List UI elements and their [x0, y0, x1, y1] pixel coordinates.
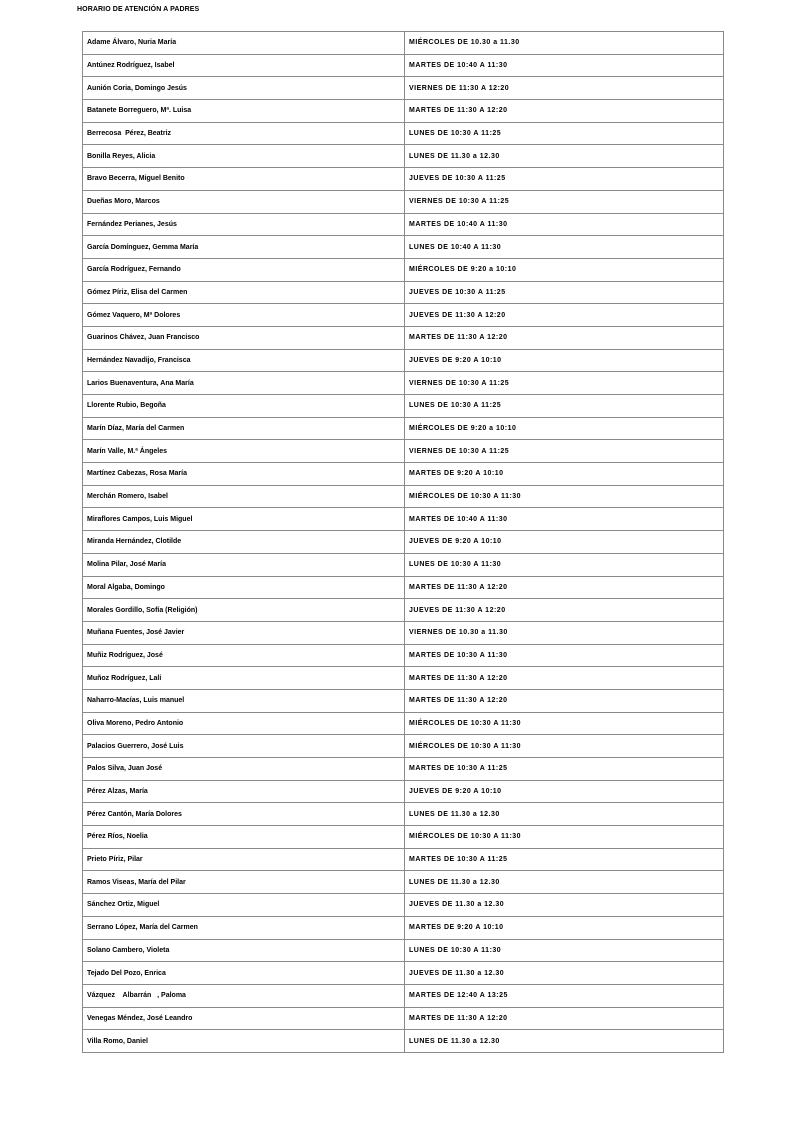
teacher-name-cell: Muñana Fuentes, José Javier [83, 621, 405, 644]
teacher-name-cell: Molina Pilar, José María [83, 553, 405, 576]
teacher-name-cell: Venegas Méndez, José Leandro [83, 1007, 405, 1030]
teacher-name-cell: Larios Buenaventura, Ana María [83, 372, 405, 395]
schedule-time-cell: MARTES DE 9:20 A 10:10 [405, 463, 724, 486]
schedule-time-cell: JUEVES DE 10:30 A 11:25 [405, 281, 724, 304]
teacher-name-cell: Berrecosa Pérez, Beatriz [83, 122, 405, 145]
teacher-name-cell: Guarinos Chávez, Juan Francisco [83, 326, 405, 349]
schedule-time-cell: JUEVES DE 9:20 A 10:10 [405, 531, 724, 554]
teacher-name-cell: Marín Valle, M.ª Ángeles [83, 440, 405, 463]
schedule-time-cell: LUNES DE 10:30 A 11:30 [405, 939, 724, 962]
teacher-name-cell: Villa Romo, Daniel [83, 1030, 405, 1053]
teacher-name-cell: Batanete Borreguero, Mª. Luisa [83, 100, 405, 123]
teacher-name-cell: Dueñas Moro, Marcos [83, 190, 405, 213]
table-row [83, 599, 724, 622]
teacher-name-cell: Solano Cambero, Violeta [83, 939, 405, 962]
schedule-time-cell: VIERNES DE 10:30 A 11:25 [405, 372, 724, 395]
teacher-name-cell: Miraflores Campos, Luis Miguel [83, 508, 405, 531]
table-row [83, 304, 724, 327]
table-row [83, 621, 724, 644]
teacher-name-cell: Martínez Cabezas, Rosa María [83, 463, 405, 486]
table-row [83, 689, 724, 712]
teacher-name-cell: Marín Díaz, María del Carmen [83, 417, 405, 440]
schedule-time-cell: JUEVES DE 9:20 A 10:10 [405, 349, 724, 372]
schedule-time-cell: MARTES DE 10:40 A 11:30 [405, 508, 724, 531]
table-row [83, 168, 724, 191]
table-row [83, 531, 724, 554]
teacher-name-cell: Adame Álvaro, Nuria María [83, 32, 405, 55]
teacher-name-cell: Pérez Cantón, María Dolores [83, 803, 405, 826]
schedule-time-cell: MARTES DE 11:30 A 12:20 [405, 100, 724, 123]
teacher-name-cell: Palos Silva, Juan José [83, 758, 405, 781]
table-row [83, 236, 724, 259]
table-row [83, 916, 724, 939]
table-row [83, 826, 724, 849]
table-row [83, 54, 724, 77]
schedule-time-cell: MARTES DE 11:30 A 12:20 [405, 667, 724, 690]
teacher-name-cell: Gómez Píriz, Elisa del Carmen [83, 281, 405, 304]
schedule-time-cell: MARTES DE 11:30 A 12:20 [405, 689, 724, 712]
schedule-time-cell: MARTES DE 11:30 A 12:20 [405, 1007, 724, 1030]
schedule-time-cell: VIERNES DE 11:30 A 12:20 [405, 77, 724, 100]
teacher-name-cell: Llorente Rubio, Begoña [83, 395, 405, 418]
schedule-time-cell: LUNES DE 10:30 A 11:30 [405, 553, 724, 576]
teacher-name-cell: Fernández Perianes, Jesús [83, 213, 405, 236]
table-row [83, 1007, 724, 1030]
teacher-name-cell: Pérez Alzas, María [83, 780, 405, 803]
teacher-name-cell: Morales Gordillo, Sofía (Religión) [83, 599, 405, 622]
schedule-time-cell: JUEVES DE 11:30 A 12:20 [405, 599, 724, 622]
schedule-time-cell: VIERNES DE 10.30 a 11.30 [405, 621, 724, 644]
schedule-time-cell: MARTES DE 10:40 A 11:30 [405, 54, 724, 77]
table-row [83, 508, 724, 531]
teacher-name-cell: Prieto Píriz, Pilar [83, 848, 405, 871]
schedule-time-cell: LUNES DE 11.30 a 12.30 [405, 871, 724, 894]
table-row [83, 644, 724, 667]
table-row [83, 417, 724, 440]
teacher-name-cell: Hernández Navadijo, Francisca [83, 349, 405, 372]
table-row [83, 485, 724, 508]
table-row [83, 213, 724, 236]
table-row [83, 77, 724, 100]
table-row [83, 894, 724, 917]
table-row [83, 939, 724, 962]
schedule-time-cell: MIÉRCOLES DE 10:30 A 11:30 [405, 735, 724, 758]
table-row [83, 984, 724, 1007]
schedule-time-cell: MIÉRCOLES DE 10:30 A 11:30 [405, 485, 724, 508]
schedule-time-cell: LUNES DE 11.30 a 12.30 [405, 803, 724, 826]
schedule-time-cell: MARTES DE 11:30 A 12:20 [405, 576, 724, 599]
teacher-name-cell: Palacios Guerrero, José Luis [83, 735, 405, 758]
schedule-time-cell: LUNES DE 11.30 a 12.30 [405, 145, 724, 168]
schedule-time-cell: MIÉRCOLES DE 9:20 a 10:10 [405, 258, 724, 281]
teacher-name-cell: Oliva Moreno, Pedro Antonio [83, 712, 405, 735]
table-row [83, 326, 724, 349]
table-row [83, 190, 724, 213]
schedule-time-cell: JUEVES DE 10:30 A 11:25 [405, 168, 724, 191]
schedule-time-cell: VIERNES DE 10:30 A 11:25 [405, 440, 724, 463]
table-row [83, 848, 724, 871]
table-row [83, 803, 724, 826]
teacher-name-cell: Bravo Becerra, Miguel Benito [83, 168, 405, 191]
schedule-table [82, 31, 724, 1053]
schedule-time-cell: LUNES DE 11.30 a 12.30 [405, 1030, 724, 1053]
schedule-time-cell: LUNES DE 10:40 A 11:30 [405, 236, 724, 259]
schedule-time-cell: MARTES DE 9:20 A 10:10 [405, 916, 724, 939]
page-title: HORARIO DE ATENCIÓN A PADRES [77, 6, 200, 13]
table-row [83, 735, 724, 758]
teacher-name-cell: Serrano López, María del Carmen [83, 916, 405, 939]
table-row [83, 100, 724, 123]
schedule-time-cell: JUEVES DE 9:20 A 10:10 [405, 780, 724, 803]
table-row [83, 463, 724, 486]
table-row [83, 349, 724, 372]
teacher-name-cell: Naharro-Macías, Luis manuel [83, 689, 405, 712]
schedule-time-cell: MARTES DE 12:40 A 13:25 [405, 984, 724, 1007]
teacher-name-cell: Ramos Viseas, María del Pilar [83, 871, 405, 894]
schedule-time-cell: MIÉRCOLES DE 10:30 A 11:30 [405, 826, 724, 849]
table-row [83, 395, 724, 418]
schedule-time-cell: MARTES DE 10:30 A 11:25 [405, 848, 724, 871]
teacher-name-cell: Moral Algaba, Domingo [83, 576, 405, 599]
table-row [83, 372, 724, 395]
schedule-time-cell: MARTES DE 10:30 A 11:30 [405, 644, 724, 667]
table-row [83, 122, 724, 145]
schedule-time-cell: MARTES DE 10:40 A 11:30 [405, 213, 724, 236]
schedule-time-cell: MIÉRCOLES DE 9:20 a 10:10 [405, 417, 724, 440]
schedule-time-cell: JUEVES DE 11.30 a 12.30 [405, 894, 724, 917]
table-row [83, 281, 724, 304]
teacher-name-cell: Tejado Del Pozo, Enrica [83, 962, 405, 985]
schedule-time-cell: MARTES DE 11:30 A 12:20 [405, 326, 724, 349]
teacher-name-cell: Sánchez Ortiz, Miguel [83, 894, 405, 917]
table-row [83, 962, 724, 985]
teacher-name-cell: Vázquez Albarrán , Paloma [83, 984, 405, 1007]
table-row [83, 258, 724, 281]
teacher-name-cell: Muñoz Rodríguez, Lali [83, 667, 405, 690]
schedule-time-cell: MARTES DE 10:30 A 11:25 [405, 758, 724, 781]
teacher-name-cell: Bonilla Reyes, Alicia [83, 145, 405, 168]
table-row [83, 576, 724, 599]
teacher-name-cell: Muñiz Rodríguez, José [83, 644, 405, 667]
schedule-time-cell: LUNES DE 10:30 A 11:25 [405, 395, 724, 418]
schedule-time-cell: JUEVES DE 11:30 A 12:20 [405, 304, 724, 327]
teacher-name-cell: Pérez Ríos, Noelia [83, 826, 405, 849]
teacher-name-cell: García Rodríguez, Fernando [83, 258, 405, 281]
table-row [83, 712, 724, 735]
teacher-name-cell: Antúnez Rodríguez, Isabel [83, 54, 405, 77]
table-row [83, 145, 724, 168]
table-row [83, 553, 724, 576]
teacher-name-cell: García Domínguez, Gemma María [83, 236, 405, 259]
table-row [83, 440, 724, 463]
teacher-name-cell: Gómez Vaquero, Mª Dolores [83, 304, 405, 327]
teacher-name-cell: Miranda Hernández, Clotilde [83, 531, 405, 554]
table-row [83, 758, 724, 781]
schedule-time-cell: MIÉRCOLES DE 10.30 a 11.30 [405, 32, 724, 55]
table-row [83, 871, 724, 894]
teacher-name-cell: Merchán Romero, Isabel [83, 485, 405, 508]
table-row [83, 32, 724, 55]
schedule-table-body [83, 32, 724, 1053]
schedule-time-cell: VIERNES DE 10:30 A 11:25 [405, 190, 724, 213]
table-row [83, 1030, 724, 1053]
table-row [83, 780, 724, 803]
teacher-name-cell: Aunión Coria, Domingo Jesús [83, 77, 405, 100]
schedule-time-cell: MIÉRCOLES DE 10:30 A 11:30 [405, 712, 724, 735]
table-row [83, 667, 724, 690]
schedule-time-cell: LUNES DE 10:30 A 11:25 [405, 122, 724, 145]
schedule-time-cell: JUEVES DE 11.30 a 12.30 [405, 962, 724, 985]
